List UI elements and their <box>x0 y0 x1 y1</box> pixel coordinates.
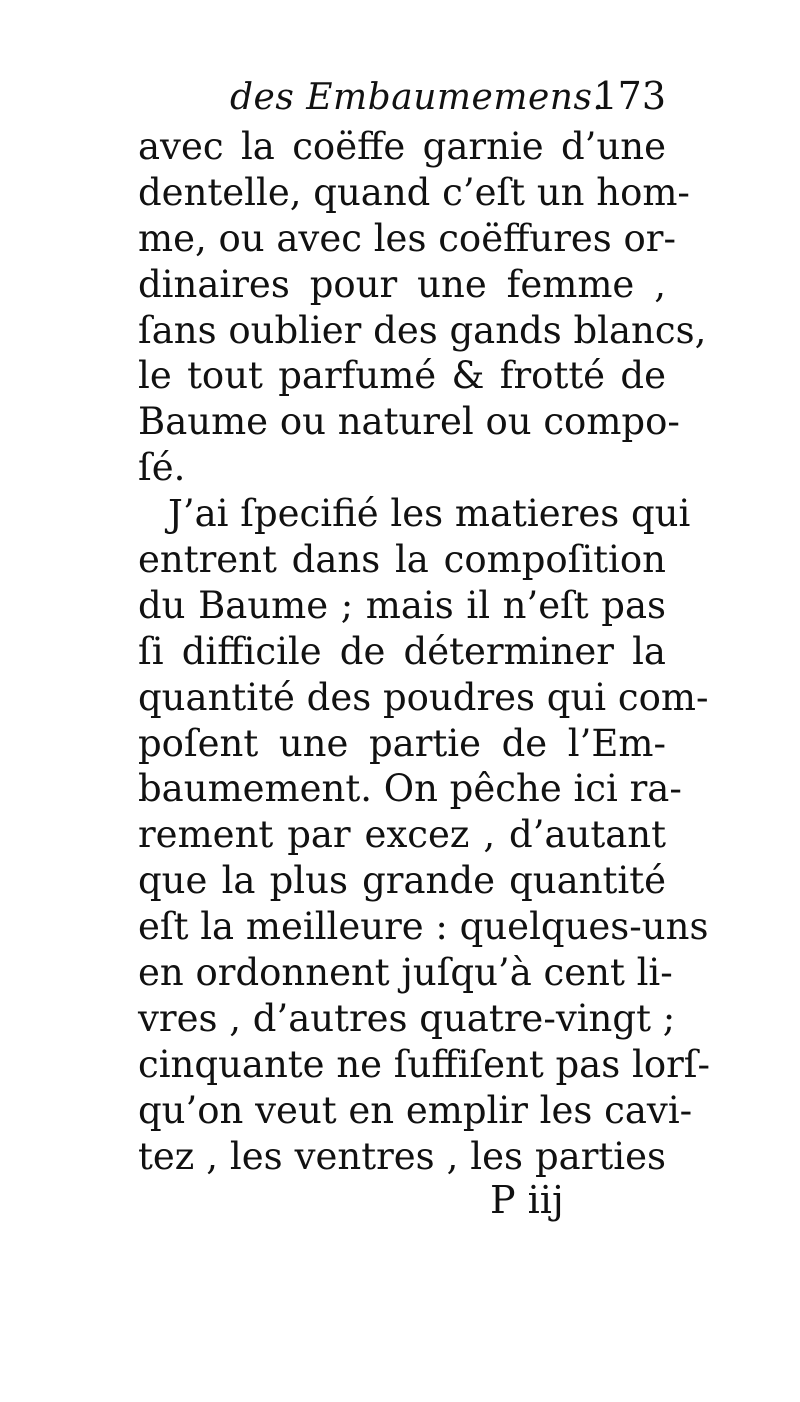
text-line: dinaires pour une femme , <box>138 262 666 306</box>
signature-mark: P iij <box>490 1178 564 1222</box>
text-line: du Baume ; mais il n’eſt pas <box>138 583 666 627</box>
text-line: me, ou avec les coëffures or- <box>138 216 676 260</box>
text-line: quantité des poudres qui com- <box>138 675 709 719</box>
text-line: ſé. <box>138 446 186 490</box>
text-line: ſi difficile de déterminer la <box>138 629 666 673</box>
running-head <box>138 72 666 128</box>
text-line: entrent dans la compoſition <box>138 538 666 582</box>
text-line: cinquante ne ſuffiſent pas lorſ- <box>138 1042 710 1086</box>
body-text <box>138 124 710 1179</box>
text-line: que la plus grande quantité <box>138 859 666 903</box>
text-line: eſt la meilleure : quelques-uns <box>138 905 709 949</box>
text-line: rement par excez , d’autant <box>138 813 666 857</box>
text-line: baumement. On pêche ici ra- <box>138 767 682 811</box>
text-line: qu’on veut en emplir les cavi- <box>138 1088 693 1132</box>
text-line: avec la coëffe garnie d’une <box>138 125 666 168</box>
text-line: tez , les ventres , les parties <box>138 1134 666 1178</box>
text-line: poſent une partie de l’Em- <box>138 721 666 765</box>
page-number: 173 <box>593 74 666 118</box>
text-line: Baume ou naturel ou compo- <box>138 400 680 444</box>
text-line: dentelle, quand c’eſt un hom- <box>138 170 690 214</box>
text-line: le tout parfumé & frotté de <box>138 354 666 398</box>
text-line: vres , d’autres quatre-vingt ; <box>138 996 676 1040</box>
paragraph-start-line: J’ai ſpecifié les matieres qui <box>168 492 691 536</box>
running-head-title: des Embaumemens. <box>230 77 605 118</box>
text-line: ſans oublier des gands blancs, <box>138 308 707 352</box>
text-line: en ordonnent juſqu’à cent li- <box>138 951 673 995</box>
